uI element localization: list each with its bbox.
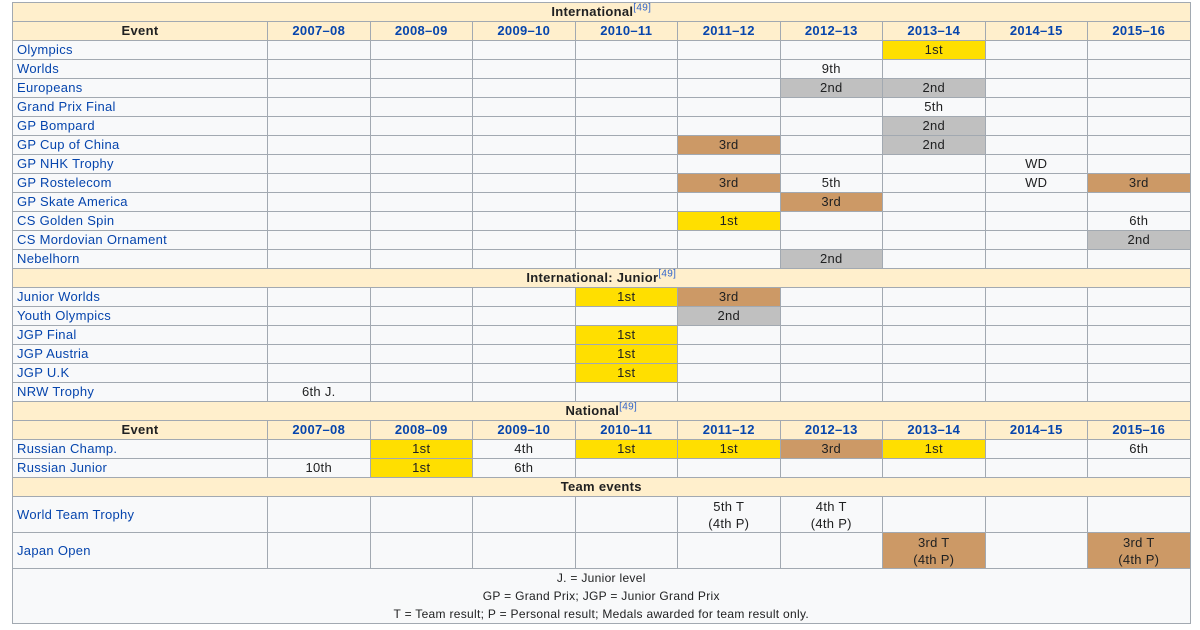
- result-cell: [268, 364, 371, 383]
- result-cell: [985, 440, 1088, 459]
- team-section-title: Team events: [560, 479, 642, 494]
- result-cell: [473, 364, 576, 383]
- result-cell: [985, 459, 1088, 478]
- result-cell: [1088, 155, 1191, 174]
- result-cell: [473, 231, 576, 250]
- result-cell: [780, 41, 883, 60]
- result-cell: [370, 345, 473, 364]
- result-cell: [678, 117, 781, 136]
- result-cell: [575, 193, 678, 212]
- team-section-row: [13, 478, 1191, 497]
- result-cell: 2nd: [678, 307, 781, 326]
- result-cell: [370, 250, 473, 269]
- result-cell: [370, 41, 473, 60]
- result-cell: [268, 174, 371, 193]
- results-table-body: [13, 3, 1191, 624]
- season-column-header[interactable]: 2012–13: [780, 421, 883, 440]
- result-cell: [678, 155, 781, 174]
- result-cell: [575, 79, 678, 98]
- table-row: [13, 288, 1191, 307]
- result-cell: [473, 307, 576, 326]
- result-cell: [985, 307, 1088, 326]
- result-cell: [473, 326, 576, 345]
- international-section-reference-link[interactable]: [49]: [633, 2, 652, 14]
- result-cell: 2nd: [883, 136, 986, 155]
- result-cell: [678, 231, 781, 250]
- event-column-header: Event: [13, 421, 268, 440]
- result-cell: [678, 193, 781, 212]
- result-cell: [575, 136, 678, 155]
- international-section-heading: [13, 3, 1191, 22]
- result-cell: 3rd: [678, 288, 781, 307]
- result-cell: [370, 326, 473, 345]
- national-section-reference-link[interactable]: [49]: [619, 401, 638, 413]
- result-cell: [575, 231, 678, 250]
- result-cell: [370, 231, 473, 250]
- table-row: [13, 497, 1191, 533]
- result-cell: [370, 155, 473, 174]
- result-cell: WD: [985, 174, 1088, 193]
- result-cell: 1st: [575, 440, 678, 459]
- result-cell: [473, 193, 576, 212]
- result-cell: [1088, 497, 1191, 533]
- event-name-link[interactable]: Japan Open: [13, 533, 268, 569]
- result-cell: [575, 250, 678, 269]
- result-cell: [473, 212, 576, 231]
- legend-note: GP = Grand Prix; JGP = Junior Grand Prix: [482, 589, 720, 603]
- result-cell: [1088, 288, 1191, 307]
- result-cell: [780, 155, 883, 174]
- result-cell: 1st: [678, 440, 781, 459]
- result-cell: [985, 533, 1088, 569]
- result-cell: [1088, 193, 1191, 212]
- result-cell: [883, 383, 986, 402]
- result-cell: 3rd: [1088, 174, 1191, 193]
- national-header-row: [13, 421, 1191, 440]
- result-cell: [883, 155, 986, 174]
- result-cell: [985, 288, 1088, 307]
- result-cell: [268, 250, 371, 269]
- result-cell: [268, 155, 371, 174]
- result-cell: [883, 533, 986, 569]
- event-name-link[interactable]: NRW Trophy: [13, 383, 268, 402]
- table-row: [13, 136, 1191, 155]
- result-cell: [370, 60, 473, 79]
- result-cell: [780, 231, 883, 250]
- event-name-link[interactable]: GP Rostelecom: [13, 174, 268, 193]
- result-cell: [473, 497, 576, 533]
- event-name-link[interactable]: JGP Austria: [13, 345, 268, 364]
- result-cell: 9th: [780, 60, 883, 79]
- season-column-header[interactable]: 2008–09: [370, 421, 473, 440]
- result-cell: [1088, 326, 1191, 345]
- result-cell: [883, 288, 986, 307]
- national-section-row: [13, 402, 1191, 421]
- result-cell: [780, 117, 883, 136]
- season-column-header[interactable]: 2011–12: [678, 22, 781, 41]
- team-result-text: 3rd T: [1122, 534, 1155, 550]
- result-cell: [370, 383, 473, 402]
- result-cell: [473, 288, 576, 307]
- season-column-header[interactable]: 2014–15: [985, 22, 1088, 41]
- personal-result-text: (4th P): [708, 515, 750, 531]
- result-cell: [473, 345, 576, 364]
- result-cell: [268, 533, 371, 569]
- result-cell: [473, 155, 576, 174]
- result-cell: [883, 459, 986, 478]
- result-cell: [985, 231, 1088, 250]
- result-cell: 2nd: [883, 117, 986, 136]
- legend-note: T = Team result; P = Personal result; Medals awarded for team result only.: [393, 607, 810, 621]
- result-cell: [1088, 459, 1191, 478]
- result-cell: [985, 250, 1088, 269]
- table-row: [13, 533, 1191, 569]
- result-cell: [780, 288, 883, 307]
- season-column-header[interactable]: 2007–08: [268, 22, 371, 41]
- result-cell: [883, 250, 986, 269]
- result-cell: 1st: [575, 345, 678, 364]
- result-cell: [370, 497, 473, 533]
- result-cell: [1088, 345, 1191, 364]
- team-result-text: 3rd T: [917, 534, 950, 550]
- result-cell: [473, 79, 576, 98]
- result-cell: [268, 212, 371, 231]
- result-cell: [575, 117, 678, 136]
- competitive-results-table: [12, 2, 1191, 624]
- season-column-header[interactable]: 2009–10: [473, 22, 576, 41]
- result-cell: [883, 193, 986, 212]
- result-cell: [985, 136, 1088, 155]
- team-result-text: 4th T: [815, 498, 847, 514]
- season-column-header[interactable]: 2008–09: [370, 22, 473, 41]
- table-row: [13, 60, 1191, 79]
- result-cell: 2nd: [883, 79, 986, 98]
- event-name-link[interactable]: Russian Junior: [13, 459, 268, 478]
- result-cell: 1st: [370, 459, 473, 478]
- result-cell: [985, 117, 1088, 136]
- result-cell: 2nd: [780, 250, 883, 269]
- result-cell: [678, 250, 781, 269]
- result-cell: 5th: [780, 174, 883, 193]
- result-cell: 6th: [1088, 440, 1191, 459]
- result-cell: [370, 288, 473, 307]
- result-cell: [1088, 136, 1191, 155]
- international-section-row: [13, 3, 1191, 22]
- result-cell: [1088, 60, 1191, 79]
- result-cell: [575, 497, 678, 533]
- result-cell: [678, 364, 781, 383]
- junior-section-reference-link[interactable]: [49]: [658, 268, 677, 280]
- season-column-header[interactable]: 2015–16: [1088, 22, 1191, 41]
- table-row: [13, 155, 1191, 174]
- season-column-header[interactable]: 2014–15: [985, 421, 1088, 440]
- result-cell: 1st: [575, 288, 678, 307]
- result-cell: [268, 497, 371, 533]
- notes-row: [13, 569, 1191, 624]
- result-cell: [268, 136, 371, 155]
- results-table-container: [12, 2, 1190, 624]
- table-row: [13, 307, 1191, 326]
- result-cell: [370, 174, 473, 193]
- result-cell: [268, 98, 371, 117]
- result-cell: [780, 383, 883, 402]
- result-cell: 3rd: [678, 174, 781, 193]
- result-cell: 5th: [883, 98, 986, 117]
- national-section-heading: [13, 402, 1191, 421]
- result-cell: [575, 155, 678, 174]
- personal-result-text: (4th P): [913, 551, 955, 567]
- table-row: [13, 79, 1191, 98]
- result-cell: [268, 193, 371, 212]
- event-name-link[interactable]: GP Skate America: [13, 193, 268, 212]
- result-cell: [883, 326, 986, 345]
- table-row: [13, 174, 1191, 193]
- result-cell: [370, 307, 473, 326]
- result-cell: [780, 345, 883, 364]
- table-row: [13, 250, 1191, 269]
- result-cell: [883, 212, 986, 231]
- table-row: [13, 364, 1191, 383]
- result-cell: [1088, 250, 1191, 269]
- result-cell: [473, 174, 576, 193]
- result-cell: 4th: [473, 440, 576, 459]
- personal-result-text: (4th P): [1118, 551, 1160, 567]
- table-row: [13, 345, 1191, 364]
- result-cell: [575, 459, 678, 478]
- result-cell: 6th J.: [268, 383, 371, 402]
- result-cell: [268, 307, 371, 326]
- result-cell: 1st: [883, 440, 986, 459]
- result-cell: [985, 212, 1088, 231]
- season-column-header[interactable]: 2013–14: [883, 421, 986, 440]
- result-cell: [780, 136, 883, 155]
- event-name-link[interactable]: CS Mordovian Ornament: [13, 231, 268, 250]
- result-cell: [1088, 41, 1191, 60]
- result-cell: [883, 345, 986, 364]
- season-column-header[interactable]: 2015–16: [1088, 421, 1191, 440]
- junior-section-row: [13, 269, 1191, 288]
- result-cell: [575, 212, 678, 231]
- result-cell: [678, 345, 781, 364]
- result-cell: [370, 364, 473, 383]
- result-cell: [473, 98, 576, 117]
- result-cell: [473, 60, 576, 79]
- season-column-header[interactable]: 2010–11: [575, 421, 678, 440]
- result-cell: [678, 459, 781, 478]
- result-cell: [268, 41, 371, 60]
- result-cell: [780, 497, 883, 533]
- result-cell: [473, 136, 576, 155]
- season-column-header[interactable]: 2007–08: [268, 421, 371, 440]
- event-name-link[interactable]: Youth Olympics: [13, 307, 268, 326]
- result-cell: [678, 383, 781, 402]
- result-cell: 6th: [473, 459, 576, 478]
- result-cell: [268, 117, 371, 136]
- result-cell: 3rd: [678, 136, 781, 155]
- result-cell: [268, 440, 371, 459]
- result-cell: [370, 533, 473, 569]
- result-cell: [985, 79, 1088, 98]
- result-cell: 1st: [678, 212, 781, 231]
- result-cell: [268, 60, 371, 79]
- result-cell: [985, 60, 1088, 79]
- season-column-header[interactable]: 2013–14: [883, 22, 986, 41]
- table-row: [13, 459, 1191, 478]
- result-cell: [883, 497, 986, 533]
- table-row: [13, 117, 1191, 136]
- event-name-link[interactable]: JGP U.K: [13, 364, 268, 383]
- result-cell: [268, 231, 371, 250]
- result-cell: [575, 307, 678, 326]
- table-row: [13, 98, 1191, 117]
- legend-notes: [13, 569, 1191, 624]
- result-cell: [370, 79, 473, 98]
- result-cell: [678, 60, 781, 79]
- junior-section-title: International: Junior: [526, 270, 659, 285]
- result-cell: 1st: [370, 440, 473, 459]
- result-cell: [473, 383, 576, 402]
- national-section-title: National: [565, 403, 620, 418]
- event-name-link[interactable]: Grand Prix Final: [13, 98, 268, 117]
- result-cell: 3rd: [780, 193, 883, 212]
- result-cell: [883, 60, 986, 79]
- event-name-link[interactable]: CS Golden Spin: [13, 212, 268, 231]
- event-name-link[interactable]: JGP Final: [13, 326, 268, 345]
- season-column-header[interactable]: 2011–12: [678, 421, 781, 440]
- table-row: [13, 193, 1191, 212]
- event-name-link[interactable]: Nebelhorn: [13, 250, 268, 269]
- event-name-link[interactable]: GP Bompard: [13, 117, 268, 136]
- junior-section-heading: [13, 269, 1191, 288]
- event-name-link[interactable]: Worlds: [13, 60, 268, 79]
- result-cell: [883, 364, 986, 383]
- result-cell: [985, 383, 1088, 402]
- table-row: [13, 212, 1191, 231]
- result-cell: [575, 383, 678, 402]
- result-cell: [883, 174, 986, 193]
- international-section-title: International: [551, 4, 634, 19]
- event-name-link[interactable]: Russian Champ.: [13, 440, 268, 459]
- result-cell: [370, 193, 473, 212]
- international-header-row: [13, 22, 1191, 41]
- result-cell: 3rd: [780, 440, 883, 459]
- result-cell: [985, 345, 1088, 364]
- result-cell: [678, 79, 781, 98]
- season-column-header[interactable]: 2009–10: [473, 421, 576, 440]
- result-cell: [370, 117, 473, 136]
- result-cell: [575, 533, 678, 569]
- result-cell: 1st: [575, 326, 678, 345]
- result-cell: [678, 533, 781, 569]
- event-name-link[interactable]: Olympics: [13, 41, 268, 60]
- result-cell: [473, 41, 576, 60]
- result-cell: [268, 345, 371, 364]
- result-cell: [1088, 364, 1191, 383]
- result-cell: [268, 326, 371, 345]
- result-cell: [268, 288, 371, 307]
- result-cell: [780, 364, 883, 383]
- result-cell: [780, 307, 883, 326]
- result-cell: 1st: [883, 41, 986, 60]
- result-cell: [985, 497, 1088, 533]
- result-cell: [1088, 383, 1191, 402]
- result-cell: [780, 459, 883, 478]
- result-cell: [268, 79, 371, 98]
- result-cell: 2nd: [1088, 231, 1191, 250]
- event-name-link[interactable]: GP NHK Trophy: [13, 155, 268, 174]
- result-cell: [473, 117, 576, 136]
- result-cell: [473, 250, 576, 269]
- result-cell: 10th: [268, 459, 371, 478]
- result-cell: [678, 98, 781, 117]
- result-cell: [1088, 533, 1191, 569]
- event-column-header: Event: [13, 22, 268, 41]
- result-cell: [1088, 117, 1191, 136]
- result-cell: [370, 136, 473, 155]
- table-row: [13, 231, 1191, 250]
- legend-note: J. = Junior level: [556, 571, 646, 585]
- result-cell: [985, 364, 1088, 383]
- result-cell: [883, 307, 986, 326]
- result-cell: [780, 533, 883, 569]
- table-row: [13, 383, 1191, 402]
- result-cell: [575, 41, 678, 60]
- event-name-link[interactable]: Europeans: [13, 79, 268, 98]
- result-cell: [370, 98, 473, 117]
- result-cell: [575, 98, 678, 117]
- result-cell: 1st: [575, 364, 678, 383]
- result-cell: [985, 41, 1088, 60]
- result-cell: WD: [985, 155, 1088, 174]
- result-cell: [985, 98, 1088, 117]
- result-cell: [575, 60, 678, 79]
- result-cell: 2nd: [780, 79, 883, 98]
- result-cell: [678, 41, 781, 60]
- event-name-link[interactable]: Junior Worlds: [13, 288, 268, 307]
- table-row: [13, 326, 1191, 345]
- result-cell: [1088, 307, 1191, 326]
- result-cell: 6th: [1088, 212, 1191, 231]
- team-section-heading: [13, 478, 1191, 497]
- event-name-link[interactable]: World Team Trophy: [13, 497, 268, 533]
- result-cell: [985, 193, 1088, 212]
- result-cell: [1088, 79, 1191, 98]
- result-cell: [883, 231, 986, 250]
- season-column-header[interactable]: 2010–11: [575, 22, 678, 41]
- result-cell: [370, 212, 473, 231]
- personal-result-text: (4th P): [810, 515, 852, 531]
- result-cell: [780, 326, 883, 345]
- table-row: [13, 41, 1191, 60]
- season-column-header[interactable]: 2012–13: [780, 22, 883, 41]
- result-cell: [678, 497, 781, 533]
- table-row: [13, 440, 1191, 459]
- result-cell: [1088, 98, 1191, 117]
- result-cell: [473, 533, 576, 569]
- result-cell: [780, 98, 883, 117]
- event-name-link[interactable]: GP Cup of China: [13, 136, 268, 155]
- team-result-text: 5th T: [713, 498, 745, 514]
- result-cell: [780, 212, 883, 231]
- result-cell: [985, 326, 1088, 345]
- result-cell: [678, 326, 781, 345]
- result-cell: [575, 174, 678, 193]
